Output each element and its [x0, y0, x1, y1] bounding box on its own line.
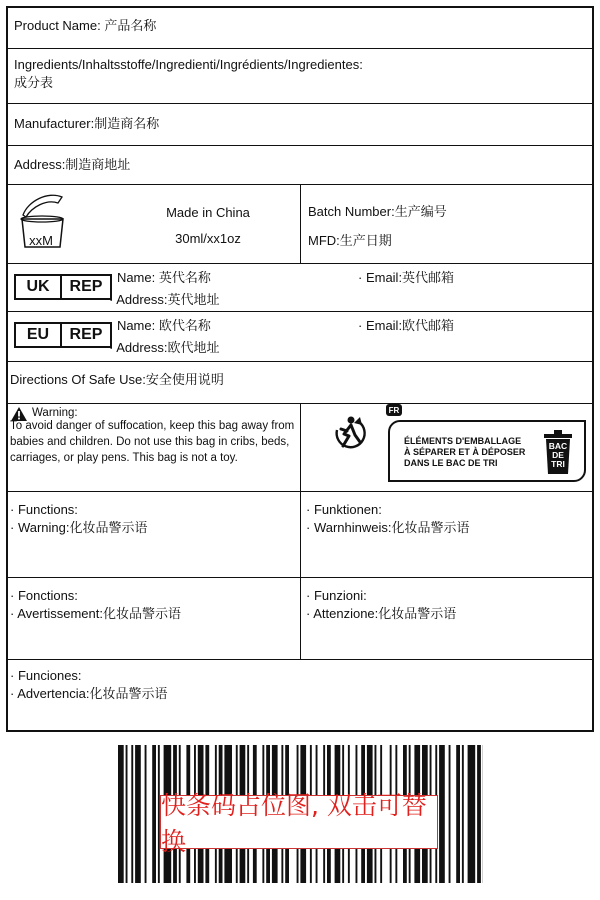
triman-line-1: ÉLÉMENTS D'EMBALLAGE	[404, 436, 522, 446]
triman-line-3: DANS LE BAC DE TRI	[404, 458, 498, 468]
barcode-bar	[118, 745, 124, 883]
warning-title: Warning:	[32, 407, 78, 419]
uk-rep-badge	[14, 274, 112, 300]
directions: Directions Of Safe Use:安全使用说明	[10, 372, 224, 387]
uk-badge-right: REP	[69, 278, 103, 295]
uk-badge-left: UK	[16, 276, 62, 298]
triman-line-2: À SÉPARER ET À DÉPOSER	[404, 447, 526, 457]
functions-es-title: · Funciones:	[10, 668, 82, 683]
functions-en-title: · Functions:	[10, 502, 78, 517]
functions-es-warning: · Advertencia:化妆品警示语	[10, 686, 168, 701]
product-name: Product Name: 产品名称	[14, 18, 157, 33]
address-row	[8, 146, 592, 185]
warning-text: To avoid danger of suffocation, keep this bag away from babies and children. Do not use this bag in cribs, beds, carriages, or play pens. This bag is not a toy.	[10, 420, 295, 464]
functions-row-1	[8, 492, 592, 578]
ingredients-label: Ingredients/Inhaltsstoffe/Ingredienti/Ingrédients/Ingredientes:	[14, 57, 363, 72]
divider	[300, 492, 301, 578]
divider	[300, 578, 301, 660]
barcode-bar	[449, 745, 451, 883]
product-name-row	[8, 8, 592, 49]
functions-row-3	[8, 660, 592, 730]
functions-it-warning: · Attenzione:化妆品警示语	[306, 606, 457, 621]
barcode-bar	[456, 745, 460, 883]
address: Address:制造商地址	[14, 157, 131, 172]
eu-badge-left: EU	[16, 324, 62, 346]
pao-value: xxM	[29, 233, 53, 248]
divider	[300, 185, 301, 264]
bin-text	[544, 442, 572, 469]
triman-text	[404, 436, 525, 469]
barcode-bar	[477, 745, 481, 883]
functions-de-title: · Funktionen:	[306, 502, 382, 517]
origin-batch-row	[8, 185, 592, 264]
barcode-bar	[152, 745, 156, 883]
barcode-placeholder-text[interactable]: 快条码占位图, 双击可替换	[160, 795, 438, 849]
bin-line-3: TRI	[551, 459, 565, 469]
barcode-bar	[135, 745, 141, 883]
eu-rep-name: · Name: 欧代名称	[109, 318, 211, 333]
barcode-bar	[462, 745, 464, 883]
ingredients-value: 成分表	[14, 75, 54, 90]
warning-row	[8, 404, 592, 492]
uk-rep-name: · Name: 英代名称	[109, 270, 211, 285]
batch-number: Batch Number:生产编号	[308, 204, 447, 219]
barcode-bar	[131, 745, 133, 883]
barcode-bar	[468, 745, 476, 883]
uk-rep-address: · Address:英代地址	[109, 292, 220, 307]
manufacturer: Manufacturer:制造商名称	[14, 116, 160, 131]
bin-line-2: DE	[552, 450, 564, 460]
ingredients-row	[8, 49, 592, 104]
divider	[300, 404, 301, 492]
eu-rep-email: · Email:欧代邮箱	[358, 318, 455, 333]
bin-line-1: BAC	[548, 441, 568, 451]
volume: 30ml/xx1oz	[175, 231, 241, 246]
functions-de-warning: · Warnhinweis:化妆品警示语	[306, 520, 470, 535]
product-label	[6, 6, 594, 732]
functions-it-title: · Funzioni:	[306, 588, 367, 603]
barcode-bar	[145, 745, 147, 883]
uk-rep-email: · Email:英代邮箱	[358, 270, 455, 285]
triman-info	[386, 404, 591, 484]
triman-icon	[331, 412, 371, 452]
manufacturer-row	[8, 104, 592, 146]
eu-badge-right: REP	[69, 326, 103, 343]
barcode-bar	[439, 745, 445, 883]
uk-rep-row	[8, 264, 592, 312]
eu-rep-row	[8, 312, 592, 362]
directions-row	[8, 362, 592, 404]
barcode-bar	[126, 745, 128, 883]
mfd: MFD:生产日期	[308, 233, 392, 248]
eu-rep-badge	[14, 322, 112, 348]
functions-fr-title: · Fonctions:	[10, 588, 78, 603]
functions-fr-warning: · Avertissement:化妆品警示语	[10, 606, 181, 621]
functions-row-2	[8, 578, 592, 660]
made-in: Made in China	[166, 205, 250, 220]
fr-badge: FR	[386, 404, 402, 416]
eu-rep-address: · Address:欧代地址	[109, 340, 220, 355]
functions-en-warning: · Warning:化妆品警示语	[10, 520, 148, 535]
